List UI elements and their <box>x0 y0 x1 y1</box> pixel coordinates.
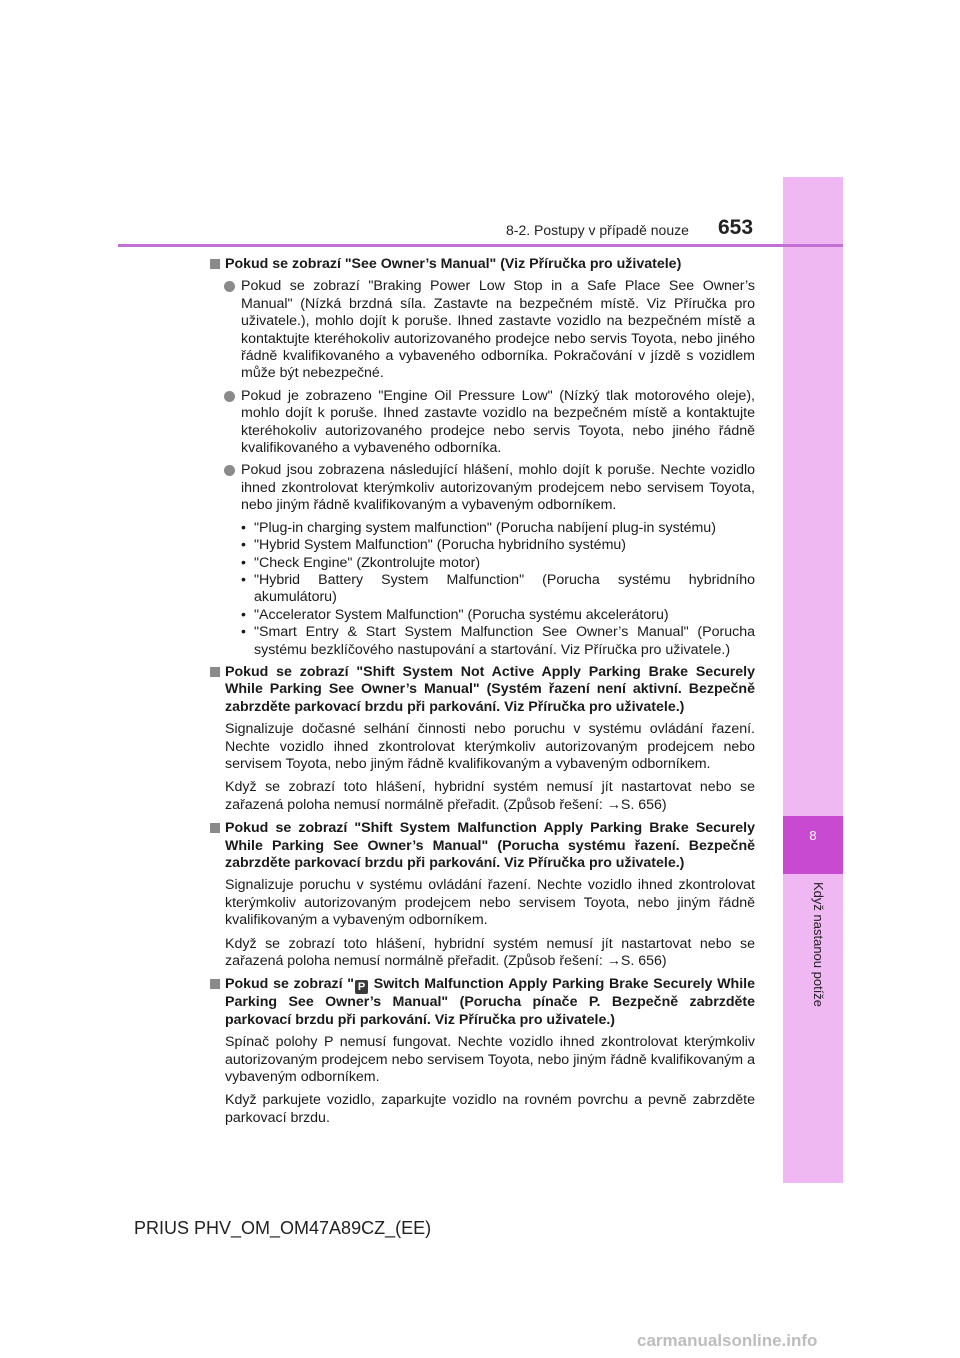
message-list <box>210 520 755 659</box>
footer-document-code: PRIUS PHV_OM_OM47A89CZ_(EE) <box>134 1218 432 1238</box>
chapter-number-block <box>783 816 843 874</box>
park-p-icon: P <box>355 980 368 994</box>
section-heading: Pokud se zobrazí "Shift System Malfunction Apply Parking Brake Securely While Parking See Owner’s Manual" (Porucha systému řazení. Bezpečně zabrzděte parkovací brzdu při parkování. Viz Příručka pro uživatele.) <box>210 820 755 872</box>
header-rule <box>118 244 843 247</box>
section-heading: Pokud se zobrazí "Shift System Not Active Apply Parking Brake Securely While Parking See Owner’s Manual" (Systém řazení není aktivní. Bezpečně zabrzděte parkovací brzdu při parkování. Viz Příručka pro uživatele.) <box>210 664 755 716</box>
page-number: 653 <box>718 216 754 239</box>
sub-list-item: • "Accelerator System Malfunction" (Porucha systému akcelerátoru) <box>241 606 669 623</box>
round-bullet-icon <box>224 465 235 476</box>
page-content <box>210 256 755 1133</box>
list-item: Pokud se zobrazí "Braking Power Low Stop in a Safe Place See Owner’s Manual" (Nízká brzdná síla. Zastavte na bezpečném místě. Viz Příručka pro uživatele.), mohlo dojít k poruše. Ihned zastavte vozidlo na bezpečném místě a kontaktujte kteréhokoliv autorizovaného prodejce nebo servis Toyota, nebo jiného řádně kvalifikovaného a vybaveného odborníka. Pokračování v jízdě s vozidlem může být nebezpečné. <box>210 278 755 382</box>
sub-list-item: • "Plug-in charging system malfunction" (Porucha nabíjení plug-in systému) <box>241 519 716 536</box>
section-heading: Pokud se zobrazí "See Owner’s Manual" (Viz Příručka pro uživatele) <box>210 256 755 273</box>
square-bullet-icon <box>210 979 220 989</box>
list-item: Pokud jsou zobrazena následující hlášení, mohlo dojít k poruše. Nechte vozidlo ihned zkontrolovat kterýmkoliv autorizovaným prodejcem nebo servisem Toyota, nebo jiným řádně kvalifikovaným a vybaveným odborníkem. <box>210 462 755 514</box>
square-bullet-icon <box>210 259 220 269</box>
paragraph: Když se zobrazí toto hlášení, hybridní systém nemusí jít nastartovat nebo se zařazená poloha nemusí normálně přeřadit. (Způsob řešení: →S. 656) <box>225 935 755 970</box>
paragraph: Když se zobrazí toto hlášení, hybridní systém nemusí jít nastartovat nebo se zařazená poloha nemusí normálně přeřadit. (Způsob řešení: →S. 656) <box>225 779 755 813</box>
paragraph: Spínač polohy P nemusí fungovat. Nechte vozidlo ihned zkontrolovat kterýmkoliv autorizovaným prodejcem nebo servisem Toyota, nebo jiným řádně kvalifikovaným a vybaveným odborníkem. <box>225 1034 755 1086</box>
watermark: carmanualsonline.info <box>637 1331 818 1350</box>
sub-list-item: • "Hybrid System Malfunction" (Porucha hybridního systému) <box>241 537 626 554</box>
section-title: 8-2. Postupy v případě nouze <box>506 222 689 238</box>
chapter-number: 8 <box>809 828 817 843</box>
round-bullet-icon <box>224 281 235 292</box>
paragraph: Signalizuje poruchu v systému ovládání řazení. Nechte vozidlo ihned zkontrolovat kterýmkoliv autorizovaným prodejcem nebo servisem Toyota, nebo jiným řádně kvalifikovaným a vybaveným odborníkem. <box>225 877 755 929</box>
sub-list-item: • "Check Engine" (Zkontrolujte motor) <box>241 554 481 571</box>
square-bullet-icon <box>210 823 220 833</box>
sub-list-item: • "Smart Entry & Start System Malfunction See Owner’s Manual" (Porucha systému bezklíčového nastupování a startování. Viz Příručka pro uživatele.) <box>241 624 755 658</box>
paragraph: Signalizuje dočasné selhání činnosti nebo poruchu v systému ovládání řazení. Nechte vozidlo ihned zkontrolovat kterýmkoliv autorizovaným prodejcem nebo servisem Toyota, nebo jiným řádně kvalifikovaným a vybaveným odborníkem. <box>225 721 755 772</box>
sub-list-item: • "Hybrid Battery System Malfunction" (Porucha systému hybridního akumulátoru) <box>241 571 755 606</box>
list-item: Pokud je zobrazeno "Engine Oil Pressure Low" (Nízký tlak motorového oleje), mohlo dojít k poruše. Ihned zastavte vozidlo na bezpečném místě a kontaktujte kteréhokoliv autorizovaného prodejce nebo servis Toyota, nebo jiného řádně kvalifikovaného a vybaveného odborníka. <box>210 388 755 458</box>
paragraph: Když parkujete vozidlo, zaparkujte vozidlo na rovném povrchu a pevně zabrzděte parkovací brzdu. <box>225 1092 755 1126</box>
square-bullet-icon <box>210 667 220 677</box>
round-bullet-icon <box>224 391 235 402</box>
chapter-title: Když nastanou potíže <box>811 882 826 1008</box>
section-heading: Pokud se zobrazí " P Switch Malfunction Apply Parking Brake Securely While Parking See Owner’s Manual" (Porucha pínače P. Bezpečně zabrzděte parkovací brzdu při parkování. Viz Příručka pro uživatele.) <box>210 976 755 1029</box>
